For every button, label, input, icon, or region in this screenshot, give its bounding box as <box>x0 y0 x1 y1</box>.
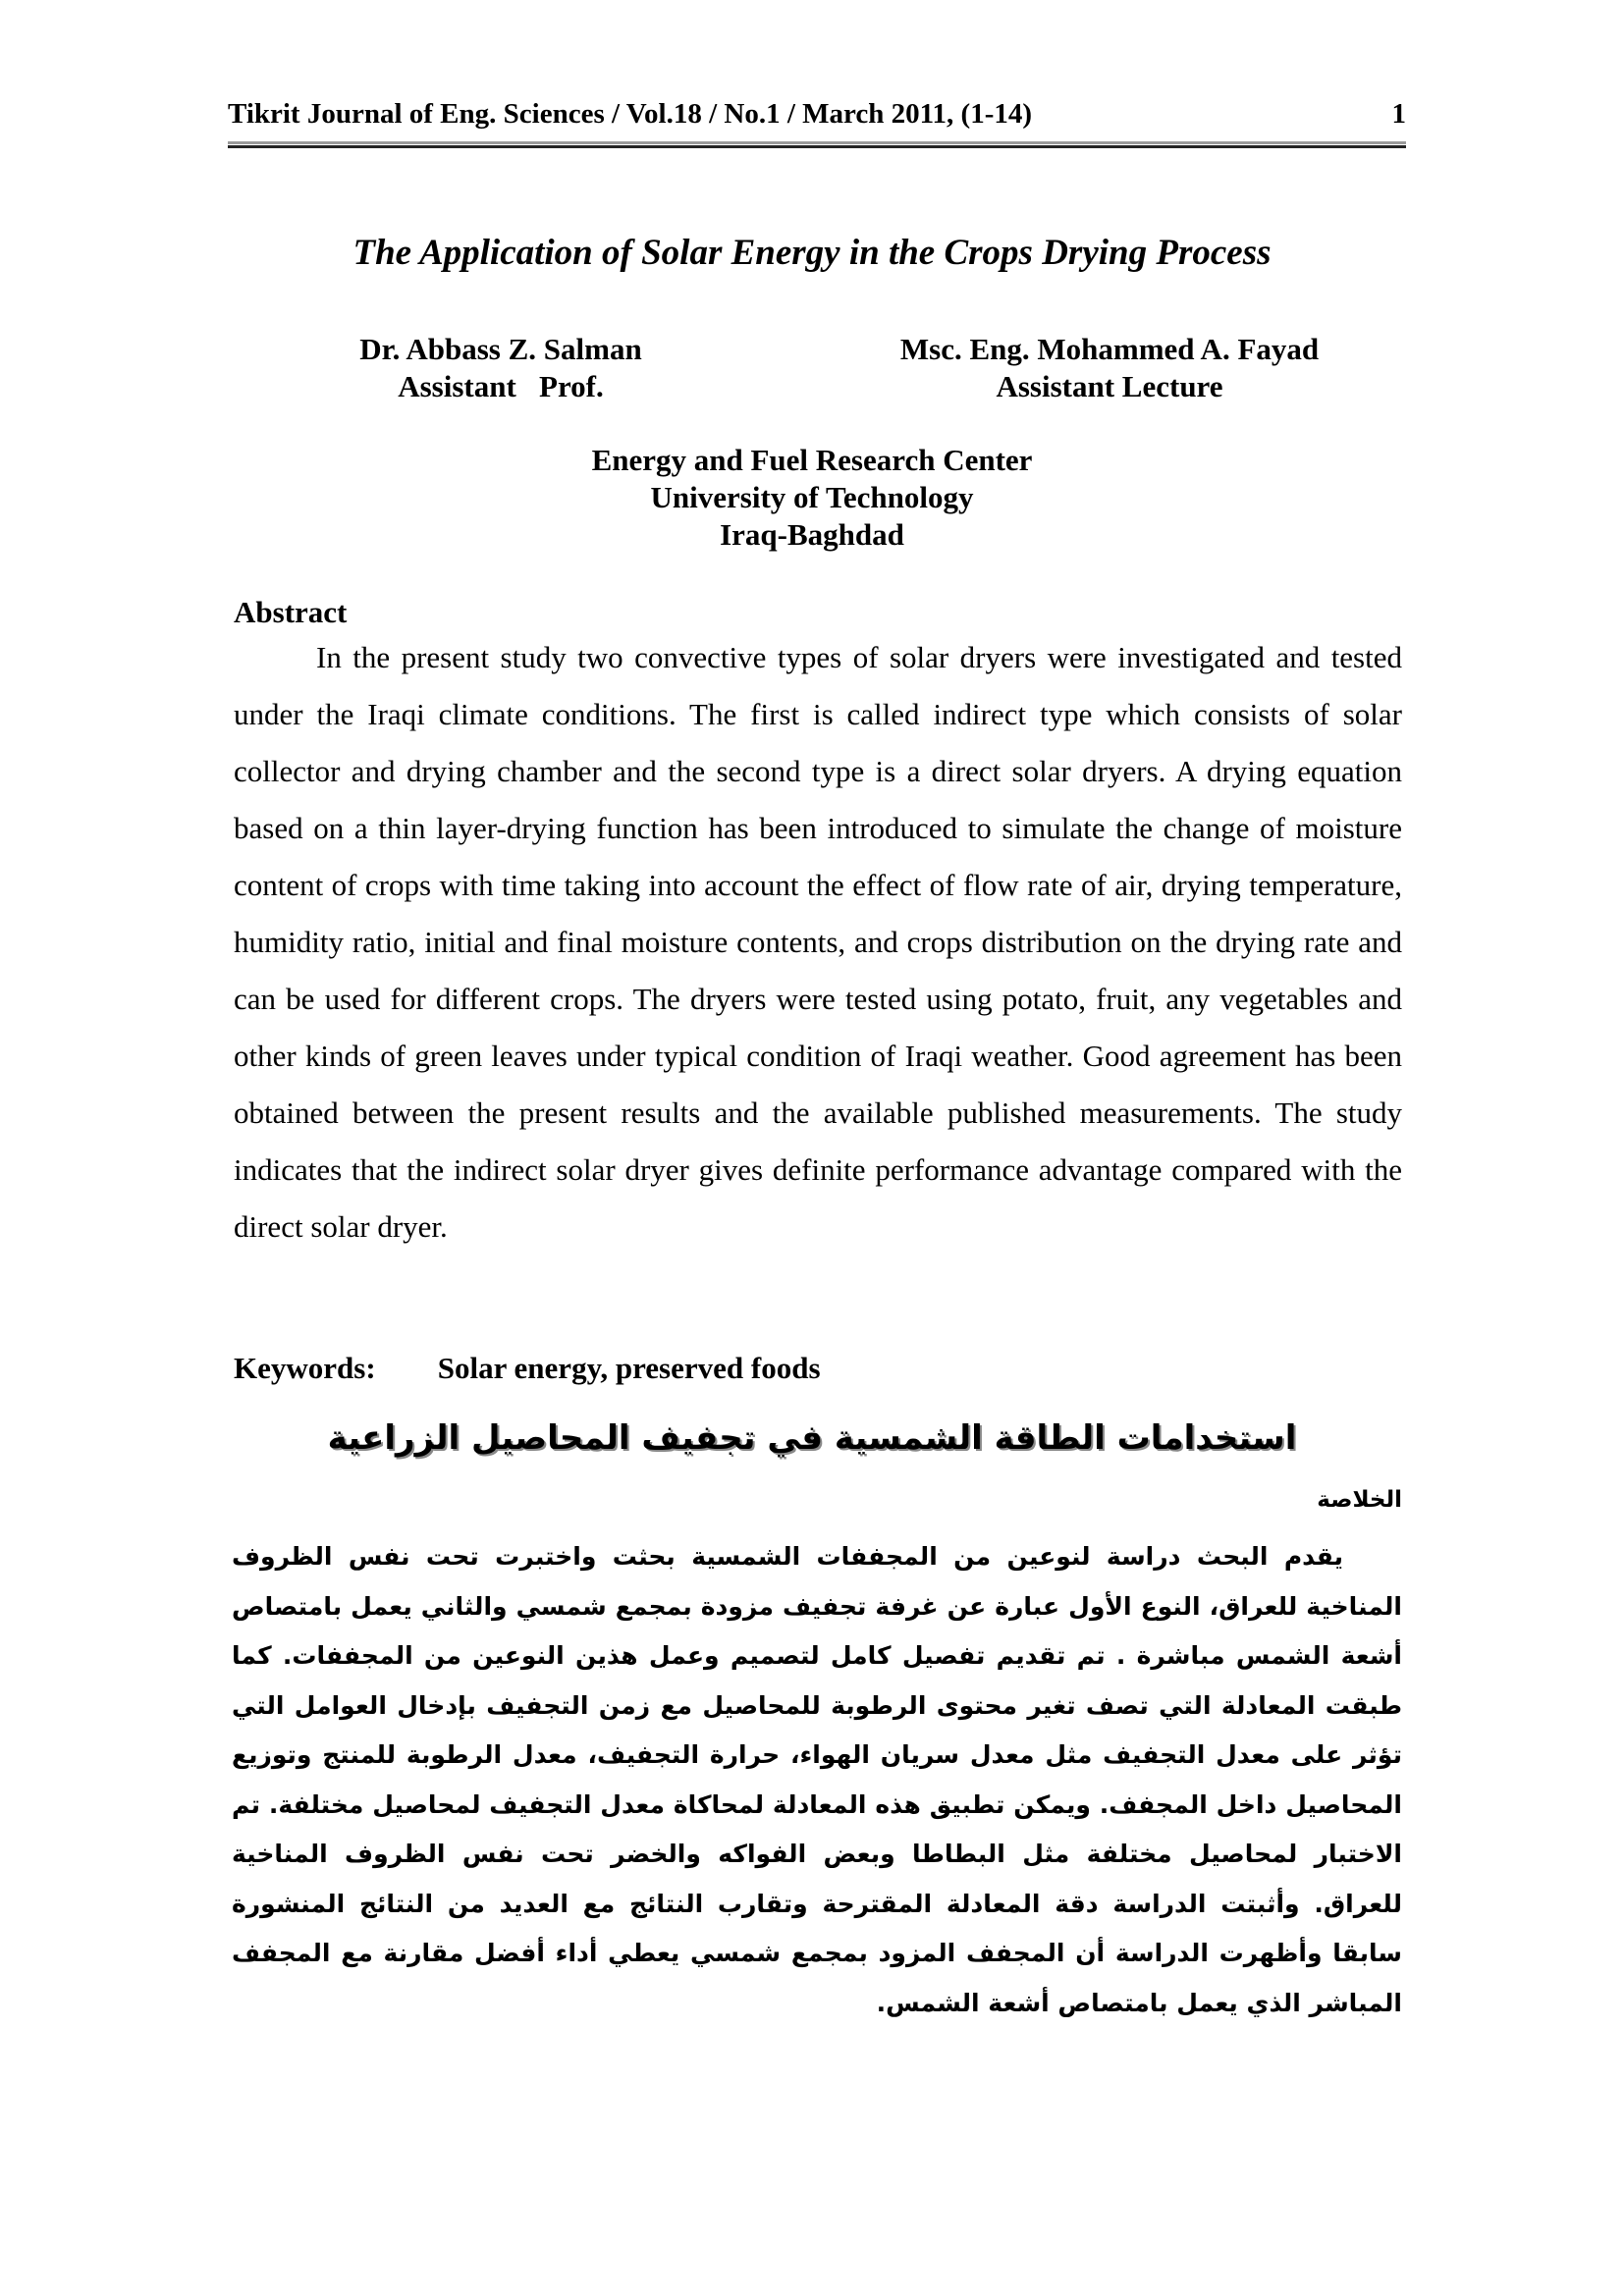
arabic-title: استخدامات الطاقة الشمسية في تجفيف المحاصيل الزراعية <box>327 1418 1297 1458</box>
author-position: Assistant Prof. <box>398 369 604 403</box>
affiliation-location: Iraq-Baghdad <box>720 517 904 552</box>
author-name: Dr. Abbass Z. Salman <box>359 332 642 366</box>
affiliation <box>0 442 1624 554</box>
affiliation-university: University of Technology <box>650 480 974 514</box>
arabic-abstract-body: يقدم البحث دراسة لنوعين من المجففات الشمسية بحثت واختبرت تحت نفس الظروف المناخية للعراق، النوع الأول عبارة عن غرفة تجفيف مزودة بمجمع شمسي والثاني يعمل بامتصاص أشعة الشمس مباشرة . تم تقديم تفصيل كامل لتصميم وعمل هذين النوعين من المجففات. كما طبقت المعادلة التي تصف تغير محتوى الرطوبة للمحاصيل مع زمن التجفيف بإدخال العوامل التي تؤثر على معدل التجفيف مثل معدل سريان الهواء، حرارة التجفيف، معدل الرطوبة للمنتج وتوزيع المحاصيل داخل المجفف. ويمكن تطبيق هذه المعادلة لمحاكاة معدل التجفيف لمحاصيل مختلفة. تم الاختبار لمحاصيل مختلفة مثل البطاطا وبعض الفواكه والخضر تحت نفس الظروف المناخية للعراق. وأثبتت الدراسة دقة المعادلة المقترحة وتقارب النتائج مع العديد من النتائج المنشورة سابقا وأظهرت الدراسة أن المجفف المزود بمجمع شمسي يعطي أداء أفضل مقارنة مع المجفف المباشر الذي يعمل بامتصاص أشعة الشمس. <box>232 1542 1402 2017</box>
keywords <box>234 1351 821 1386</box>
author-1 <box>319 331 682 405</box>
author-name: Msc. Eng. Mohammed A. Fayad <box>899 332 1320 366</box>
running-header <box>228 98 1406 137</box>
author-2 <box>854 331 1365 405</box>
arabic-abstract-heading: الخلاصة <box>1317 1487 1402 1513</box>
header-rule <box>228 141 1406 148</box>
abstract-body: In the present study two convective types of solar dryers were investigated and tested under the Iraqi climate conditions. The first is called indirect type which consists of solar collector and drying chamber and the second type is a direct solar dryers. A drying equation based on a thin layer-drying function has been introduced to simulate the change of moisture content of crops with time taking into account the effect of flow rate of air, drying temperature, humidity ratio, initial and final moisture contents, and crops distribution on the drying rate and can be used for different crops. The dryers were tested using potato, fruit, any vegetables and other kinds of green leaves under typical condition of Iraqi weather. Good agreement has been obtained between the present results and the available published measurements. The study indicates that the indirect solar dryer gives definite performance advantage compared with the direct solar dryer. <box>234 640 1402 1244</box>
page-number: 1 <box>1391 98 1406 130</box>
keywords-value: Solar energy, preserved foods <box>437 1351 821 1385</box>
author-position: Assistant Lecture <box>996 369 1223 403</box>
paper-title: The Application of Solar Energy in the Crops Drying Process <box>352 233 1272 273</box>
abstract-heading: Abstract <box>234 595 348 629</box>
journal-citation: Tikrit Journal of Eng. Sciences / Vol.18 / No.1 / March 2011, (1-14) <box>228 98 1033 130</box>
keywords-label: Keywords: <box>234 1351 376 1385</box>
affiliation-center: Energy and Fuel Research Center <box>591 443 1033 477</box>
